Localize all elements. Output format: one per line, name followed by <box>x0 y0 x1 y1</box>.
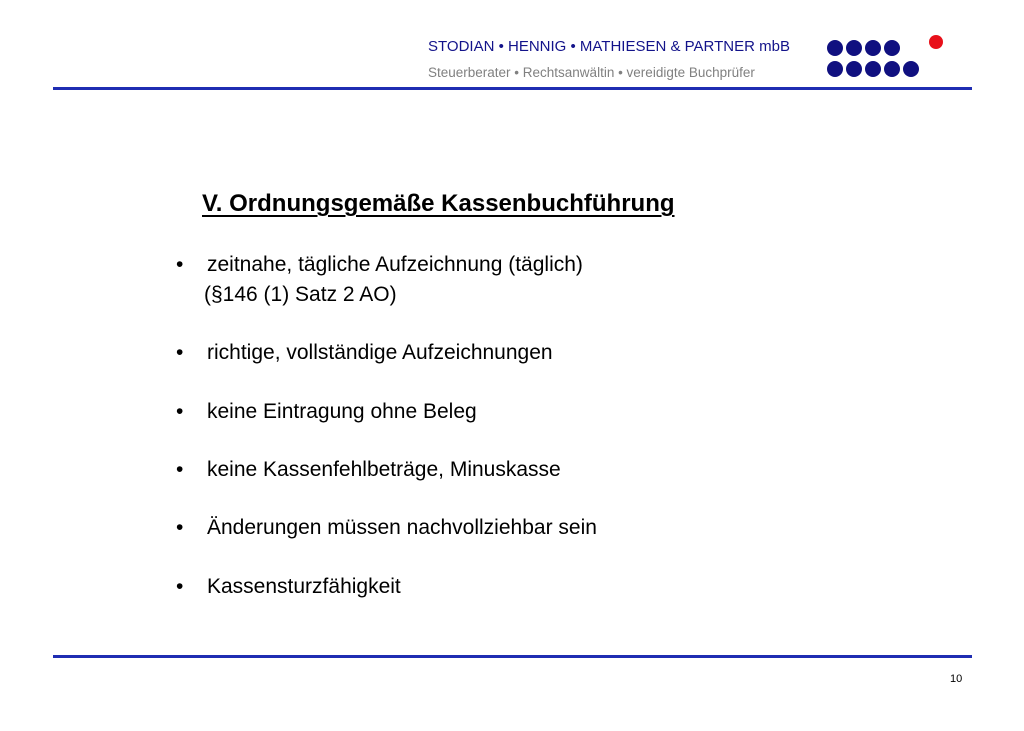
bullet-item <box>176 400 477 424</box>
bullet-item <box>176 341 553 365</box>
header-firm-name: STODIAN • HENNIG • MATHIESEN & PARTNER mbB <box>428 38 790 55</box>
bullet-marker: • <box>176 341 184 364</box>
page-number: 10 <box>950 673 963 685</box>
bullet-text: keine Kassenfehlbeträge, Minuskasse <box>207 458 561 481</box>
bullet-item <box>176 253 583 307</box>
bullet-item <box>176 516 597 540</box>
bullet-marker: • <box>176 253 184 276</box>
footer-divider <box>53 655 972 658</box>
bullet-item <box>176 458 561 482</box>
bullet-text: zeitnahe, tägliche Aufzeichnung (täglich) <box>207 253 583 276</box>
bullet-marker: • <box>176 400 184 423</box>
logo-dot <box>884 40 900 56</box>
bullet-marker: • <box>176 458 184 481</box>
bullet-marker: • <box>176 575 184 598</box>
bullet-text: keine Eintragung ohne Beleg <box>207 400 477 423</box>
slide-title: V. Ordnungsgemäße Kassenbuchführung <box>202 190 675 217</box>
bullet-continuation: (§146 (1) Satz 2 AO) <box>204 283 397 306</box>
logo-dot <box>903 61 919 77</box>
logo-accent-dot <box>929 35 943 49</box>
bullet-item <box>176 575 401 599</box>
bullet-list <box>176 0 876 731</box>
bullet-text: richtige, vollständige Aufzeichnungen <box>207 341 553 364</box>
bullet-text: Änderungen müssen nachvollziehbar sein <box>207 516 597 539</box>
bullet-text: Kassensturzfähigkeit <box>207 575 401 598</box>
bullet-marker: • <box>176 516 184 539</box>
header-subtitle: Steuerberater • Rechtsanwältin • vereidigte Buchprüfer <box>428 65 755 80</box>
logo-dot <box>884 61 900 77</box>
